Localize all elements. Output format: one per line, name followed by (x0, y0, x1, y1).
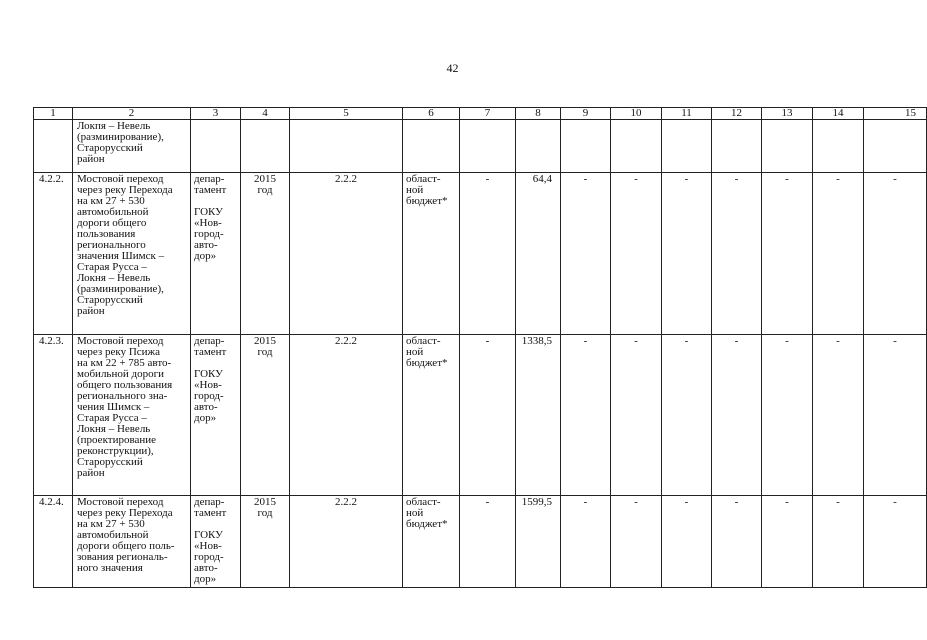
code-cell: 2.2.2 (290, 496, 403, 588)
column-number: 1 (34, 108, 73, 120)
source-cell: област- ной бюджет* (403, 173, 460, 335)
value-cell (762, 120, 813, 173)
code-cell: 2.2.2 (290, 173, 403, 335)
item-description: Мостовой переход через реку Перехода на км 27 + 530 автомобильной дороги общего поль- зования региональ- ного значения (73, 496, 191, 588)
table-row (34, 335, 927, 496)
column-number: 15 (864, 108, 927, 120)
value-cell: - (712, 496, 762, 588)
table-row (34, 120, 927, 173)
program-table (33, 107, 927, 588)
column-number: 14 (813, 108, 864, 120)
column-number: 6 (403, 108, 460, 120)
item-description: Мостовой переход через реку Перехода на км 27 + 530 автомобильной дороги общего пользования регионального значения Шимск – Старая Русса – Локня – Невель (разминирование), Старорусский район (73, 173, 191, 335)
value-cell (864, 120, 927, 173)
column-number: 13 (762, 108, 813, 120)
code-cell (290, 120, 403, 173)
value-cell: - (864, 496, 927, 588)
value-cell: - (460, 496, 516, 588)
value-cell: - (611, 173, 662, 335)
executor-cell: депар- тамент ГОКУ «Нов- город- авто- дор» (191, 173, 241, 335)
column-number: 10 (611, 108, 662, 120)
column-number: 3 (191, 108, 241, 120)
value-cell: - (813, 173, 864, 335)
column-number: 5 (290, 108, 403, 120)
value-cell: - (712, 173, 762, 335)
value-cell (611, 120, 662, 173)
executor-cell: депар- тамент ГОКУ «Нов- город- авто- дор» (191, 496, 241, 588)
value-cell: 1338,5 (516, 335, 561, 496)
item-number: 4.2.4. (34, 496, 73, 588)
value-cell: - (561, 335, 611, 496)
value-cell: - (813, 335, 864, 496)
column-number-row (34, 108, 927, 120)
value-cell: - (662, 496, 712, 588)
year-cell: 2015 год (241, 335, 290, 496)
value-cell (712, 120, 762, 173)
value-cell: - (611, 496, 662, 588)
value-cell: - (662, 335, 712, 496)
column-number: 4 (241, 108, 290, 120)
column-number: 11 (662, 108, 712, 120)
table-row (34, 496, 927, 588)
value-cell: - (762, 173, 813, 335)
value-cell: - (460, 335, 516, 496)
item-number (34, 120, 73, 173)
value-cell: 64,4 (516, 173, 561, 335)
item-description: Мостовой переход через реку Псижа на км 22 + 785 авто- мобильной дороги общего пользования регионального зна- чения Шимск – Старая Русса – Локня – Невель (проектирование реконструкции), Старорусский район (73, 335, 191, 496)
value-cell: - (864, 173, 927, 335)
value-cell: - (662, 173, 712, 335)
item-number: 4.2.3. (34, 335, 73, 496)
value-cell (561, 120, 611, 173)
value-cell: - (813, 496, 864, 588)
column-number: 9 (561, 108, 611, 120)
value-cell (460, 120, 516, 173)
item-description: Локпя – Невель (разминирование), Старорусский район (73, 120, 191, 173)
executor-cell: депар- тамент ГОКУ «Нов- город- авто- дор» (191, 335, 241, 496)
value-cell (662, 120, 712, 173)
column-number: 2 (73, 108, 191, 120)
table-row (34, 173, 927, 335)
value-cell: - (864, 335, 927, 496)
value-cell: - (762, 335, 813, 496)
value-cell: - (611, 335, 662, 496)
column-number: 8 (516, 108, 561, 120)
year-cell: 2015 год (241, 173, 290, 335)
value-cell (516, 120, 561, 173)
value-cell: - (561, 173, 611, 335)
column-number: 7 (460, 108, 516, 120)
column-number: 12 (712, 108, 762, 120)
year-cell (241, 120, 290, 173)
value-cell (813, 120, 864, 173)
value-cell: - (762, 496, 813, 588)
source-cell (403, 120, 460, 173)
source-cell: област- ной бюджет* (403, 496, 460, 588)
value-cell: 1599,5 (516, 496, 561, 588)
value-cell: - (460, 173, 516, 335)
value-cell: - (712, 335, 762, 496)
source-cell: област- ной бюджет* (403, 335, 460, 496)
page-number: 42 (446, 61, 459, 75)
item-number: 4.2.2. (34, 173, 73, 335)
value-cell: - (561, 496, 611, 588)
code-cell: 2.2.2 (290, 335, 403, 496)
year-cell: 2015 год (241, 496, 290, 588)
executor-cell (191, 120, 241, 173)
